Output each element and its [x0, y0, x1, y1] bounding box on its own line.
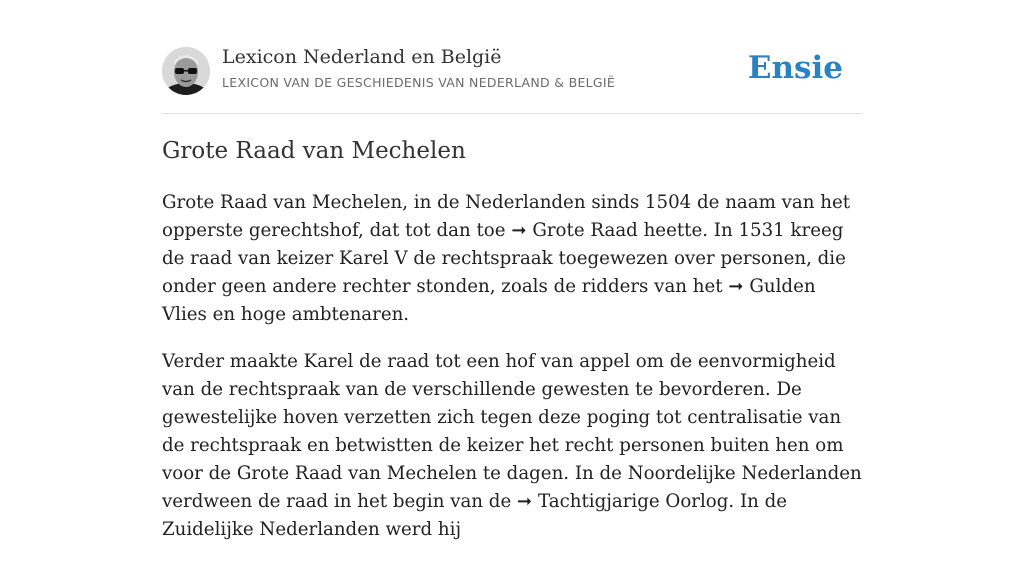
link-grote-raad[interactable]: ➞ Grote Raad — [511, 220, 638, 241]
ensie-logo[interactable]: Ensie — [747, 50, 843, 86]
paragraph-text: Verder maakte Karel de raad tot een hof van appel om de eenvormigheid van de rechtspraak van de verschillende gewesten te bevorderen. De gewestelijke hoven verzetten zich tegen deze poging tot centralisatie van de rechtspraak en betwistten de keizer het recht personen buiten hen om voor de Grote Raad van Mechelen te dagen. In de Noordelijke Nederlanden verdween de raad in het begin van de — [162, 351, 862, 512]
paragraph — [162, 348, 862, 544]
site-title[interactable]: Lexicon Nederland en België — [222, 46, 502, 68]
link-tachtigjarige-oorlog[interactable]: ➞ Tachtigjarige Oorlog — [517, 491, 729, 512]
paragraph-text: en hoge ambtenaren. — [206, 304, 410, 325]
paragraph-text: Grote Raad van Mechelen, in de Nederlanden sinds 1504 de naam van het opperste gerechtshof, dat tot dan toe — [162, 192, 851, 241]
site-subtitle: LEXICON VAN DE GESCHIEDENIS VAN NEDERLAND & BELGIË — [222, 75, 616, 90]
page-container — [162, 0, 862, 540]
article-title: Grote Raad van Mechelen — [162, 138, 466, 164]
author-photo-icon — [162, 47, 210, 95]
site-header — [162, 0, 862, 114]
article-body — [162, 189, 862, 563]
link-gulden-vlies[interactable]: ➞ Gulden Vlies — [162, 276, 816, 325]
avatar[interactable] — [162, 47, 210, 95]
paragraph — [162, 189, 862, 329]
paragraph-text: heette. In 1531 kreeg de raad van keizer Karel V de rechtspraak toegewezen over personen, die onder geen andere rechter stonden, zoals de ridders van het — [162, 220, 846, 297]
paragraph-text: . In de Zuidelijke Nederlanden werd hij — [162, 491, 788, 540]
